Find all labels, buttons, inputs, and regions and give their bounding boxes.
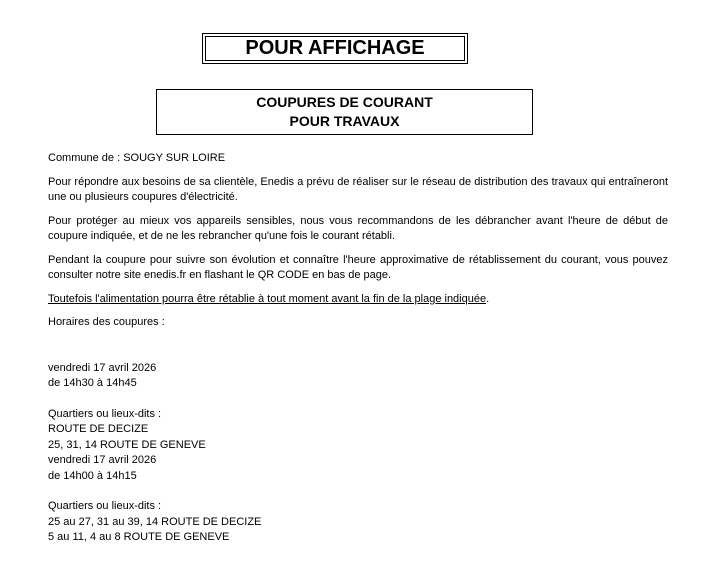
commune-line: Commune de : SOUGY SUR LOIRE [48,152,226,164]
paragraph-recommendation: Pour protéger au mieux vos appareils sensibles, nous vous recommandons de les débrancher avant l'heure de début de coupure indiquée, et de ne les rebrancher qu'une fois le courant rétabli. [48,214,668,242]
notice-underlined: Toutefois l'alimentation pourra être rétablie à tout moment avant la fin de la plage indiquée [48,292,487,305]
notice-line [48,292,668,308]
schedule-slot-1 [48,361,668,392]
schedule-heading: Horaires des coupures : [48,316,165,328]
location-line: 5 au 11, 4 au 8 ROUTE DE GENEVE [48,531,230,543]
slot-time: de 14h00 à 14h15 [48,469,137,482]
notice-subtitle [156,89,533,135]
locations-label: Quartiers ou lieux-dits : [48,500,162,512]
slot-date: vendredi 17 avril 2026 [48,361,157,374]
slot-date: vendredi 17 avril 2026 [48,454,157,466]
location-line: ROUTE DE DECIZE [48,423,149,435]
subtitle-line-1: COUPURES DE COURANT [256,94,433,110]
location-line: 25, 31, 14 ROUTE DE GENEVE [48,438,206,451]
paragraph-intro: Pour répondre aux besoins de sa clientèle, Enedis a prévu de réaliser sur le réseau de distribution des travaux qui entraîneront une ou plusieurs coupures d'électricité. [48,175,668,203]
notice-title-text: POUR AFFICHAGE [245,37,425,59]
schedule-list [48,361,668,546]
schedule-slot-1-locations [48,407,668,485]
paragraph-qr-info: Pendant la coupure pour suivre son évolution et connaître l'heure approximative de rétablissement du courant, vous pouvez consulter notre site enedis.fr en flashant le QR CODE en bas de page. [48,253,668,281]
subtitle-line-2: POUR TRAVAUX [289,113,400,129]
locations-label: Quartiers ou lieux-dits : [48,407,162,420]
notice-title [202,33,468,64]
schedule-slot-2-locations [48,499,668,546]
location-line: 25 au 27, 31 au 39, 14 ROUTE DE DECIZE [48,515,262,528]
notice-body [48,151,668,561]
slot-time: de 14h30 à 14h45 [48,377,137,389]
notice-end: . [486,292,490,305]
